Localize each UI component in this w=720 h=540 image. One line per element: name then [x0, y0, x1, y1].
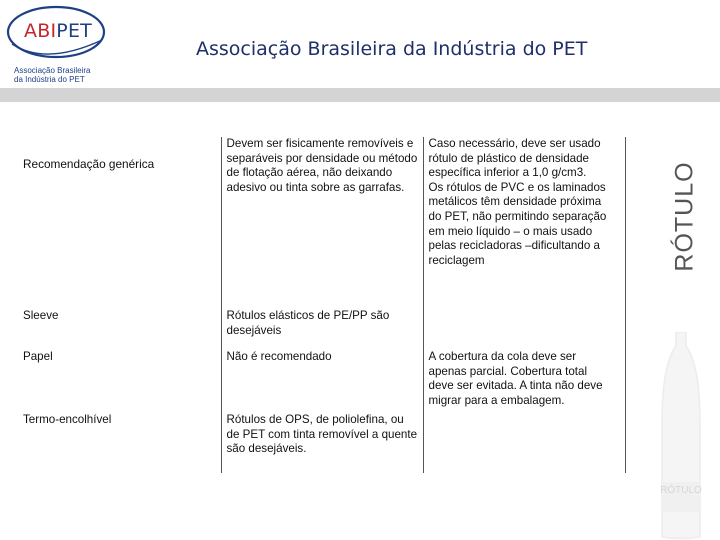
side-section-label	[662, 118, 708, 314]
logo-subtitle	[14, 66, 124, 84]
logo-name-pet: PET	[56, 20, 92, 42]
row-requirement: Devem ser fisicamente removíveis e separáveis por densidade ou método de flotação aérea, não deixando adesivo ou tinta sobre as garrafas.	[221, 137, 423, 308]
table-row	[19, 412, 625, 473]
bottle-label-text: RÓTULO	[660, 485, 702, 496]
row-notes: A cobertura da cola deve ser apenas parcial. Cobertura total deve ser evitada. A tinta não deve migrar para a embalagem.	[423, 349, 625, 412]
table-row	[19, 308, 625, 349]
row-notes	[423, 137, 625, 308]
table-row	[19, 349, 625, 412]
row-notes	[423, 412, 625, 473]
logo-name-abi: ABI	[24, 20, 57, 42]
bottle-illustration	[646, 332, 716, 540]
row-label: Recomendação genérica	[23, 157, 155, 171]
page-title: Associação Brasileira da Indústria do PET	[196, 38, 588, 60]
row-label: Papel	[23, 350, 53, 363]
logo-name	[6, 20, 110, 42]
row-requirement: Rótulos elásticos de PE/PP são desejáveis	[221, 308, 423, 349]
row-requirement: Não é recomendado	[221, 349, 423, 412]
side-section-label-text: RÓTULO	[670, 160, 699, 272]
row-notes	[423, 308, 625, 349]
logo-subtitle-line1: Associação Brasileira	[14, 66, 91, 75]
row-notes-part1: Caso necessário, deve ser usado rótulo de plástico de densidade específica inferior a 1,0 g/cm3.	[428, 137, 601, 180]
row-notes-part2: Os rótulos de PVC e os laminados metálicos têm densidade próxima do PET, não permitindo separação em meio líquido – o mais usado pelas recicladoras –dificultando a reciclagem	[428, 180, 607, 267]
abipet-logo	[6, 4, 110, 84]
row-requirement: Rótulos de OPS, de poliolefina, ou de PET com tinta removível a quente são desejáveis.	[221, 412, 423, 473]
row-label: Termo-encolhível	[23, 413, 112, 426]
label-recommendations-table	[19, 137, 626, 473]
logo-subtitle-line2: da Indústria do PET	[14, 75, 85, 84]
header-divider-bar	[0, 88, 720, 102]
table-row	[19, 137, 625, 308]
row-label: Sleeve	[23, 309, 59, 322]
